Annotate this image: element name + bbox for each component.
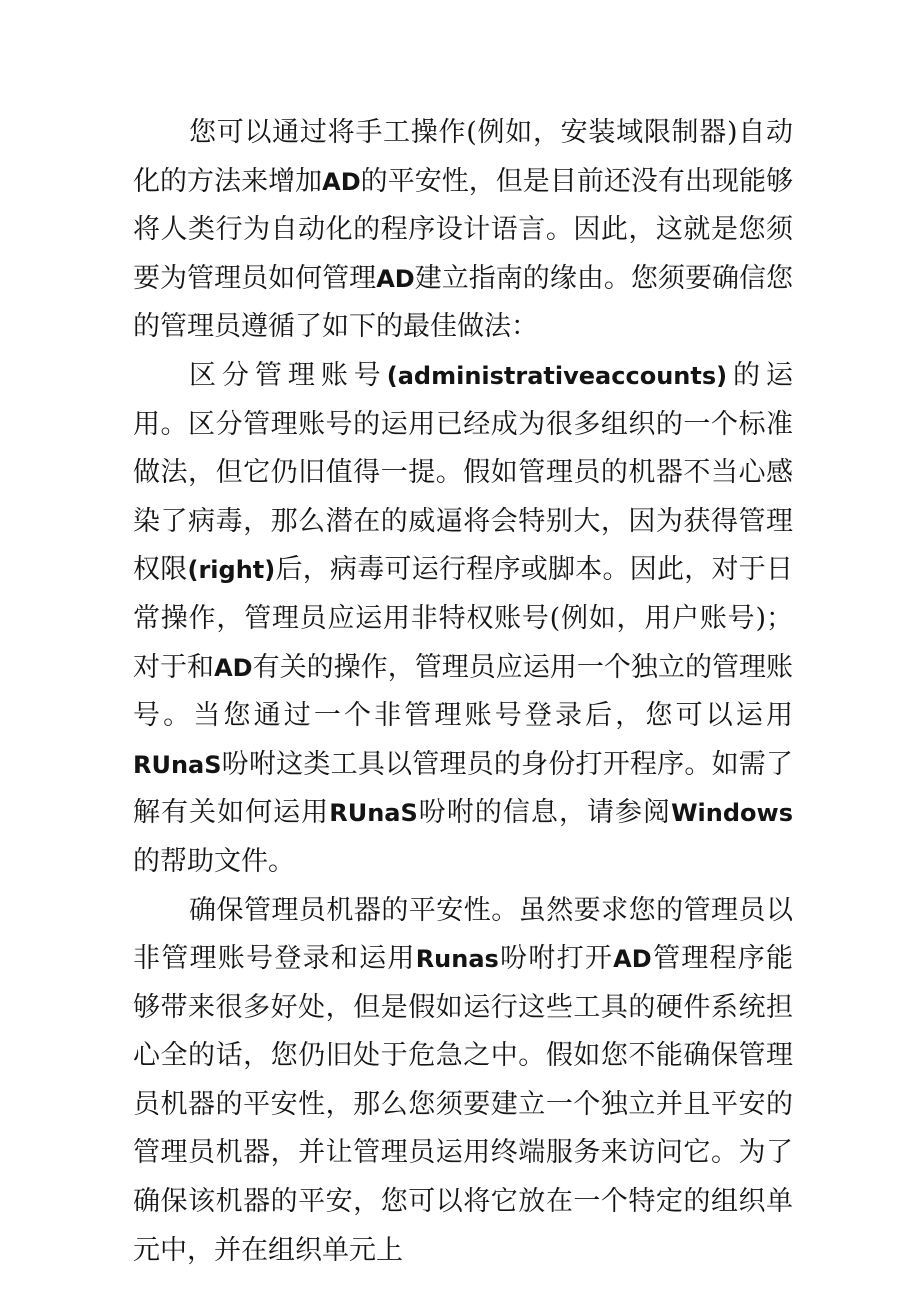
document-body: [133, 109, 793, 1275]
text-run: 您可以通过将手工操作(例如，安装域限制器)自动化的方法来增加: [133, 117, 793, 197]
text-run: 管理程序能够带来很多好处，但是假如运行这些工具的硬件系统担心全的话，您仍旧处于危急之中。假如您不能确保管理员机器的平安性，那么您须要建立一个独立并且平安的管理员机器，并让管理员运用终端服务来访问它。为了确保该机器的平安，您可以将它放在一个特定的组织单元中，并在组织单元上: [133, 943, 794, 1266]
latin-term: AD: [214, 653, 253, 682]
latin-term: Runas: [415, 945, 499, 974]
latin-term: AD: [376, 264, 415, 293]
latin-term: AD: [322, 167, 361, 196]
paragraph-admin-guidelines: [133, 109, 793, 352]
text-run: 确保管理员机器的平安性。虽然要求您的管理员以非管理账号登录和运用: [133, 894, 793, 975]
text-run: 后，病毒可运行程序或脚本。因此，对于日常操作，管理员应运用非特权账号(例如，用户账号)；对于和: [133, 554, 793, 683]
latin-term: AD: [613, 945, 652, 974]
paragraph-separate-admin-accounts: [133, 352, 793, 887]
paragraph-secure-admin-machines: [133, 887, 793, 1276]
latin-term: RUnaS: [329, 799, 418, 828]
text-run: 的运用。区分管理账号的运用已经成为很多组织的一个标准做法，但它仍旧值得一提。假如管理员的机器不当心感染了病毒，那么潜在的威逼将会特别大，因为获得管理权限: [133, 359, 794, 586]
text-run: 建立指南的缘由。您须要确信您的管理员遵循了如下的最佳做法：: [133, 262, 794, 343]
text-run: 吩咐打开: [498, 943, 614, 975]
text-run: 的平安性，但是目前还没有出现能够将人类行为自动化的程序设计语言。因此，这就是您须要为管理员如何管理: [133, 165, 794, 294]
text-run: 的帮助文件。: [133, 845, 295, 877]
text-run: 有关的操作，管理员应运用一个独立的管理账号。当您通过一个非管理账号登录后，您可以运用: [133, 651, 794, 732]
latin-term: Windows: [671, 799, 793, 828]
text-run: 吩咐这类工具以管理员的身份打开程序。如需了解有关如何运用: [133, 748, 793, 829]
text-run: 区分管理账号: [189, 359, 387, 391]
latin-term: RUnaS: [133, 750, 222, 779]
latin-term: (administrativeaccounts): [386, 361, 728, 390]
latin-term: (right): [187, 556, 276, 585]
text-run: 吩咐的信息，请参阅: [417, 797, 672, 829]
